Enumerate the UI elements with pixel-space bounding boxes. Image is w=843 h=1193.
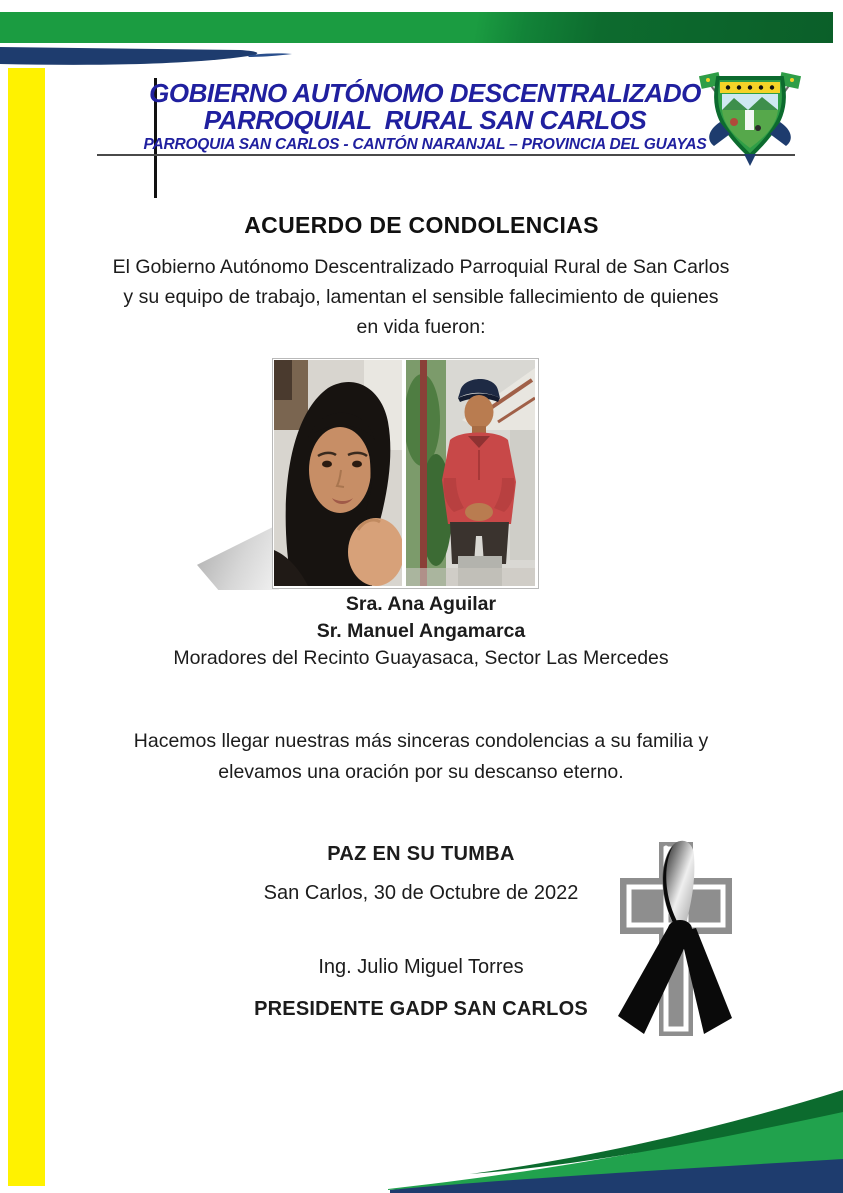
letterhead-line1: GOBIERNO AUTÓNOMO DESCENTRALIZADO bbox=[149, 78, 701, 108]
deceased-names bbox=[91, 591, 751, 672]
top-navy-swoosh bbox=[0, 44, 300, 68]
deceased-description: Moradores del Recinto Guayasaca, Sector Las Mercedes bbox=[173, 647, 669, 669]
signer-name: Ing. Julio Miguel Torres bbox=[318, 956, 524, 978]
signer-title: PRESIDENTE GADP SAN CARLOS bbox=[254, 998, 588, 1020]
closing-phrase: PAZ EN SU TUMBA bbox=[327, 843, 515, 865]
letterhead-line2: PARROQUIAL RURAL SAN CARLOS bbox=[203, 105, 647, 135]
mourning-ribbon-cross-icon bbox=[610, 836, 750, 1042]
top-green-banner bbox=[0, 12, 833, 43]
letterhead-line3: PARROQUIA SAN CARLOS - CANTÓN NARANJAL – PROVINCIA DEL GUAYAS bbox=[143, 136, 707, 153]
photo-drop-shadow bbox=[197, 524, 279, 590]
deceased-name-1: Sra. Ana Aguilar bbox=[345, 593, 497, 615]
date-line: San Carlos, 30 de Octubre de 2022 bbox=[263, 882, 579, 904]
intro-paragraph: El Gobierno Autónomo Descentralizado Parroquial Rural de San Carlos y su equipo de trabajo, lamentan el sensible fallecimiento de quienes en vida fueron: bbox=[112, 256, 730, 338]
bottom-swoosh-decoration bbox=[0, 1068, 843, 1193]
deceased-name-2: Sr. Manuel Angamarca bbox=[316, 620, 526, 642]
photo-manuel-angamarca bbox=[406, 360, 535, 586]
deceased-photos bbox=[272, 358, 539, 589]
photo-ana-aguilar bbox=[274, 360, 402, 586]
coat-of-arms-icon bbox=[698, 64, 802, 168]
letterhead bbox=[135, 80, 715, 155]
document-title: ACUERDO DE CONDOLENCIAS bbox=[244, 212, 599, 238]
condolence-paragraph: Hacemos llegar nuestras más sinceras condolencias a su familia y elevamos una oración por su descanso eterno. bbox=[133, 730, 709, 783]
